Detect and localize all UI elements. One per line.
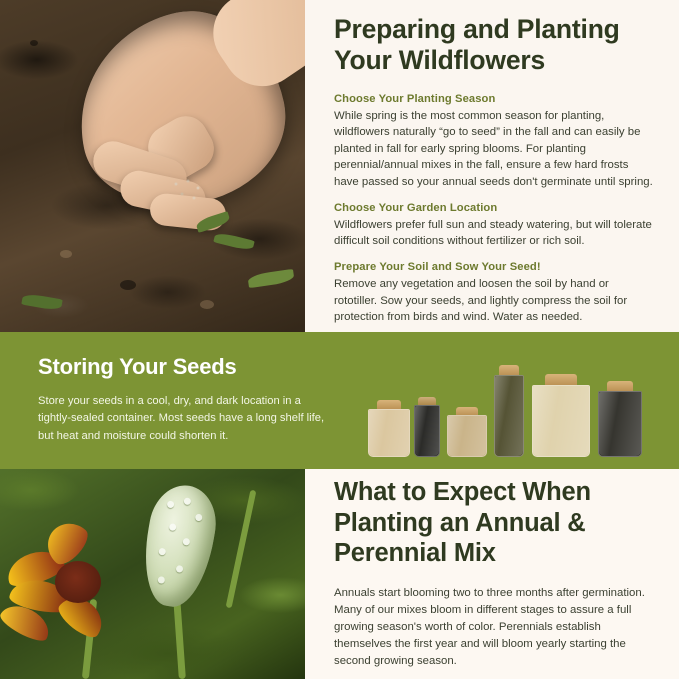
section3-heading: What to Expect When Planting an Annual & Perennial Mix	[334, 478, 591, 568]
jar-body	[447, 415, 487, 457]
seed-jar	[532, 385, 590, 457]
section3-text-column	[305, 469, 679, 679]
section1-body-1: While spring is the most common season for planting, wildflowers naturally “go to seed” in the fall and can easily be planted in fall for early spring blooms. For planting perennial/annual mixes in the fall, ensure a few hard frosts have passed so your annual seeds don't germinate until spring.	[334, 109, 653, 189]
section2-body: Store your seeds in a cool, dry, and dark location in a tightly-sealed container. Most seeds have a long shelf life, but heat and moisture could shorten it.	[38, 395, 325, 442]
section2-text-column	[0, 332, 352, 445]
jar-glass-highlight	[369, 410, 409, 456]
seed-jars-photo	[352, 332, 679, 469]
jar-body	[494, 375, 524, 457]
soil-highlight	[60, 250, 72, 258]
section2-heading: Storing Your Seeds	[38, 354, 237, 379]
jar-glass-highlight	[533, 386, 589, 456]
jar-glass-highlight	[415, 406, 439, 456]
soil-clod	[30, 40, 38, 46]
jar-glass-highlight	[495, 376, 523, 456]
section1-body-2: Wildflowers prefer full sun and steady watering, but will tolerate difficult soil conditions without fertilizer or rich soil.	[334, 218, 652, 248]
jar-body	[414, 405, 440, 457]
section-storing-your-seeds	[0, 332, 679, 469]
seed-jar	[368, 409, 410, 457]
cone-bump	[169, 523, 177, 531]
wildflower-photo	[0, 469, 305, 679]
jar-glass-highlight	[599, 392, 641, 456]
jar-body	[598, 391, 642, 457]
section1-text-column	[305, 0, 679, 332]
jar-body	[532, 385, 590, 457]
section1-subheading-2: Choose Your Garden Location	[334, 201, 498, 214]
soil-highlight	[200, 300, 214, 309]
soil-clod	[120, 280, 136, 290]
section1-subheading-3: Prepare Your Soil and Sow Your Seed!	[334, 261, 541, 274]
cone-bump	[158, 548, 166, 556]
seed-jar	[598, 391, 642, 457]
section1-heading: Preparing and Planting Your Wildflowers	[334, 14, 620, 76]
jar-glass-highlight	[448, 416, 486, 456]
seed-jar	[494, 375, 524, 457]
section1-subheading-1: Choose Your Planting Season	[334, 92, 496, 105]
seed-jar	[447, 415, 487, 457]
section-what-to-expect	[0, 469, 679, 679]
flower-center	[55, 561, 101, 603]
seed-jar	[414, 405, 440, 457]
cone-bump	[157, 576, 165, 584]
seeds-in-hand	[168, 176, 214, 206]
cone-bump	[167, 500, 175, 508]
section1-body-3: Remove any vegetation and loosen the soil by hand or rototiller. Sow your seeds, and lightly compress the soil for protection from birds and wind. Water as needed.	[334, 278, 628, 324]
section-preparing-and-planting	[0, 0, 679, 332]
cone-bump	[183, 497, 191, 505]
jar-body	[368, 409, 410, 457]
soil-sowing-photo	[0, 0, 305, 332]
cone-bump	[182, 538, 190, 546]
cone-bump	[175, 565, 183, 573]
section3-body: Annuals start blooming two to three months after germination. Many of our mixes bloom in different stages to assure a full growing season's worth of color. Perennials establish themselves the first year and will bloom yearly starting the second growing season.	[334, 586, 645, 668]
cone-bump	[195, 513, 203, 521]
